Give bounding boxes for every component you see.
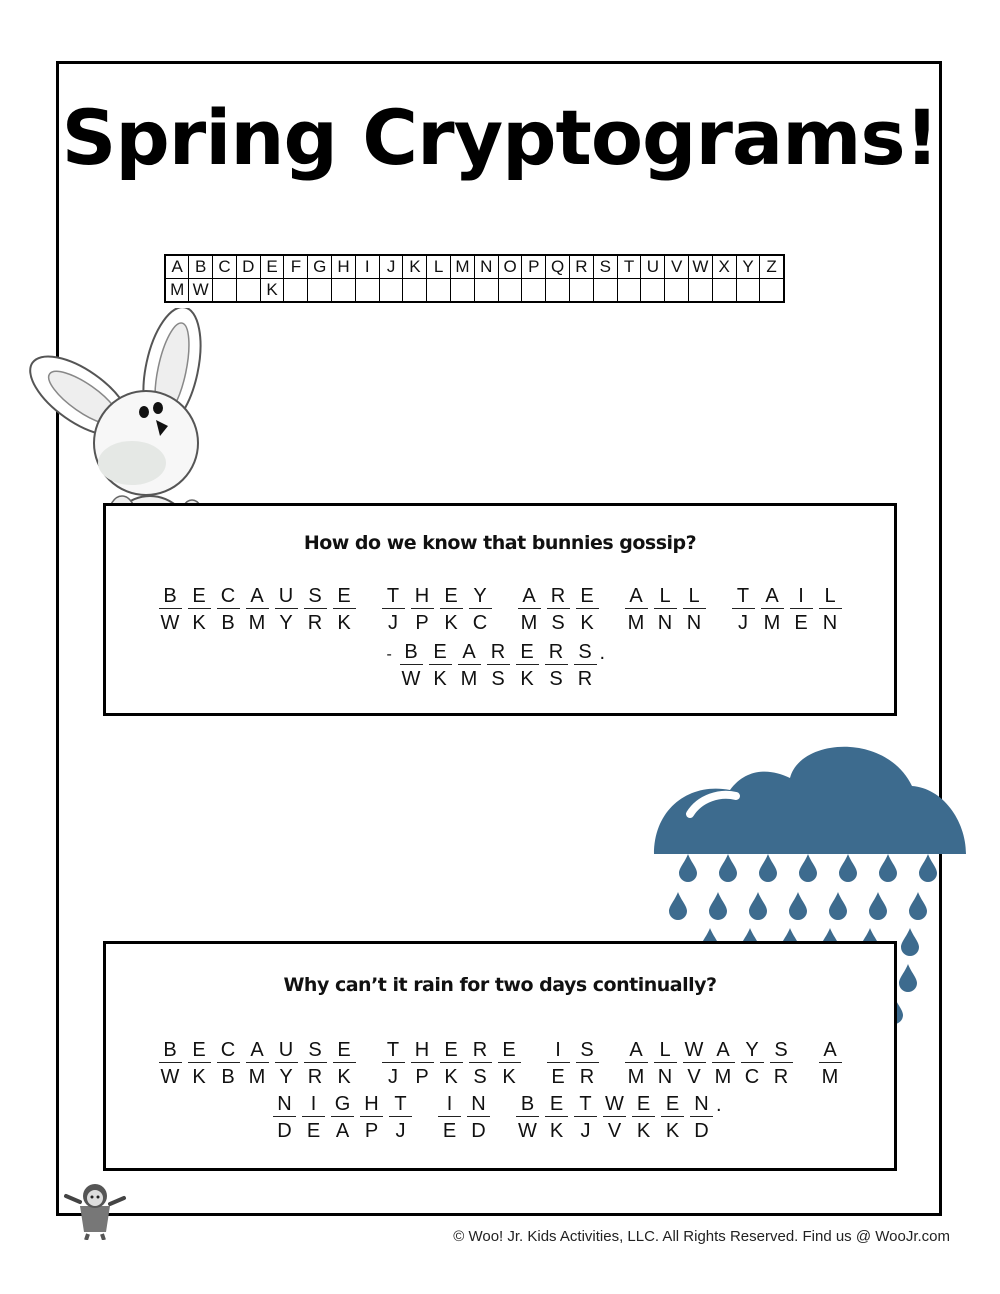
letter-cell (185, 1038, 214, 1089)
code-letter: R (307, 1066, 323, 1088)
code-letter: M (627, 612, 645, 634)
code-letter: R (577, 668, 593, 690)
raindrop-icon (829, 892, 847, 920)
code-letter: K (337, 1066, 351, 1088)
key-letter: D (236, 255, 260, 279)
answer-blank[interactable]: T (732, 584, 755, 609)
answer-blank[interactable]: B (159, 1038, 182, 1063)
answer-blank[interactable]: N (690, 1092, 713, 1117)
answer-blank[interactable]: G (331, 1092, 354, 1117)
letter-cell (330, 584, 359, 635)
code-letter: S (549, 668, 563, 690)
answer-blank[interactable]: C (217, 584, 240, 609)
answer-blank[interactable]: I (302, 1092, 325, 1117)
letter-cell (622, 1038, 651, 1089)
letter-cell (397, 640, 426, 691)
key-code[interactable] (403, 279, 427, 303)
answer-blank[interactable]: U (275, 1038, 298, 1063)
code-letter: M (763, 612, 781, 634)
letter-cell (544, 584, 573, 635)
raindrop-icon (759, 854, 777, 882)
code-letter: E (551, 1066, 565, 1088)
letter-cell (301, 1038, 330, 1089)
key-code[interactable] (498, 279, 522, 303)
code-letter: V (687, 1066, 701, 1088)
code-letter: K (636, 1120, 651, 1142)
puzzle-word (156, 584, 359, 635)
punctuation: . (716, 1094, 722, 1116)
puzzle-line (106, 1092, 894, 1143)
letter-cell (680, 584, 709, 635)
code-letter: K (433, 668, 447, 690)
answer-blank[interactable]: T (382, 1038, 405, 1063)
key-letter: I (355, 255, 379, 279)
key-letter: U (641, 255, 665, 279)
letter-cell (571, 640, 600, 691)
code-letter: W (401, 668, 421, 690)
letter-cell (466, 1038, 495, 1089)
raindrop-icon (669, 892, 687, 920)
puzzle-word (435, 1092, 493, 1143)
answer-blank[interactable]: W (683, 1038, 706, 1063)
key-letter: L (427, 255, 451, 279)
key-code[interactable] (593, 279, 617, 303)
code-letter: D (694, 1120, 709, 1142)
key-letter: R (570, 255, 594, 279)
answer-blank[interactable]: S (576, 1038, 599, 1063)
answer-blank[interactable]: S (574, 640, 597, 665)
answer-blank[interactable]: S (304, 1038, 327, 1063)
key-code[interactable] (355, 279, 379, 303)
letter-cell (544, 1038, 573, 1089)
code-letter: M (627, 1066, 645, 1088)
code-letter: K (444, 1066, 458, 1088)
answer-blank[interactable]: W (603, 1092, 626, 1117)
answer-blank[interactable]: A (819, 1038, 842, 1063)
letter-cell (680, 1038, 709, 1089)
key-code[interactable] (712, 279, 736, 303)
code-letter: K (549, 1120, 564, 1142)
raindrop-icon (839, 854, 857, 882)
letter-cell (270, 1092, 299, 1143)
answer-blank[interactable]: I (547, 1038, 570, 1063)
raindrop-icon (869, 892, 887, 920)
woojr-mascot-logo (62, 1176, 128, 1240)
answer-blank[interactable]: H (411, 1038, 434, 1063)
letter-cell (156, 584, 185, 635)
cipher-key-codes-row (165, 279, 784, 303)
key-code[interactable] (308, 279, 332, 303)
key-code[interactable] (284, 279, 308, 303)
code-letter: J (738, 612, 748, 634)
key-code[interactable]: W (189, 279, 213, 303)
answer-blank[interactable]: N (467, 1092, 490, 1117)
answer-blank[interactable]: E (188, 584, 211, 609)
answer-blank[interactable]: E (440, 584, 463, 609)
answer-blank[interactable]: A (761, 584, 784, 609)
raindrop-icon (919, 854, 937, 882)
puzzle-word (816, 1038, 845, 1089)
answer-blank[interactable]: E (576, 584, 599, 609)
letter-cell (386, 1092, 415, 1143)
key-code[interactable] (617, 279, 641, 303)
code-letter: M (460, 668, 478, 690)
key-letter: Q (546, 255, 570, 279)
key-letter: B (189, 255, 213, 279)
answer-blank[interactable]: Y (469, 584, 492, 609)
letter-cell (513, 1092, 542, 1143)
puzzle-box-2 (103, 941, 897, 1171)
code-letter: P (415, 1066, 429, 1088)
raindrop-icon (789, 892, 807, 920)
key-code[interactable] (451, 279, 475, 303)
raindrop-icon (879, 854, 897, 882)
puzzle-word (387, 640, 614, 691)
letter-cell (758, 584, 787, 635)
code-letter: R (307, 612, 323, 634)
key-letter: V (665, 255, 689, 279)
letter-cell (272, 1038, 301, 1089)
answer-blank[interactable]: R (545, 640, 568, 665)
key-letter: Y (736, 255, 760, 279)
letter-cell (437, 1038, 466, 1089)
puzzle-word (270, 1092, 415, 1143)
code-letter: M (248, 1066, 266, 1088)
code-letter: N (686, 612, 702, 634)
punctuation: . (599, 642, 606, 664)
key-letter: G (308, 255, 332, 279)
puzzle-line (106, 1038, 894, 1089)
letter-cell (515, 584, 544, 635)
key-letter: T (617, 255, 641, 279)
answer-blank[interactable]: R (547, 584, 570, 609)
answer-blank[interactable]: E (516, 640, 539, 665)
code-letter: N (657, 612, 673, 634)
code-letter: P (364, 1120, 379, 1142)
letter-cell (379, 584, 408, 635)
answer-blank[interactable]: E (545, 1092, 568, 1117)
answer-blank[interactable]: A (518, 584, 541, 609)
letter-cell (272, 584, 301, 635)
code-letter: K (580, 612, 594, 634)
code-letter: K (665, 1120, 680, 1142)
letter-cell (573, 584, 602, 635)
key-code[interactable] (641, 279, 665, 303)
answer-blank[interactable]: A (712, 1038, 735, 1063)
letter-cell (301, 584, 330, 635)
cipher-key-table (164, 254, 785, 303)
code-letter: B (221, 1066, 235, 1088)
letter-cell (243, 584, 272, 635)
letter-cell (622, 584, 651, 635)
answer-blank[interactable]: E (429, 640, 452, 665)
letter-cell (729, 584, 758, 635)
letter-cell (379, 1038, 408, 1089)
code-letter: D (277, 1120, 292, 1142)
letter-cell (651, 1038, 680, 1089)
key-letter: X (712, 255, 736, 279)
raindrop-icon (749, 892, 767, 920)
answer-blank[interactable]: E (661, 1092, 684, 1117)
code-letter: E (442, 1120, 457, 1142)
key-code[interactable] (736, 279, 760, 303)
answer-blank[interactable]: E (333, 1038, 356, 1063)
code-letter: M (821, 1066, 839, 1088)
letter-cell (709, 1038, 738, 1089)
letter-cell (687, 1092, 716, 1143)
letter-cell (214, 584, 243, 635)
code-letter: W (518, 1120, 537, 1142)
answer-blank[interactable]: I (790, 584, 813, 609)
code-letter: Y (279, 612, 293, 634)
letter-cell (600, 1092, 629, 1143)
code-letter: N (822, 612, 838, 634)
key-code[interactable]: K (260, 279, 284, 303)
code-letter: E (306, 1120, 321, 1142)
code-letter: S (491, 668, 505, 690)
letter-cell (513, 640, 542, 691)
answer-blank[interactable]: E (188, 1038, 211, 1063)
code-letter: K (192, 1066, 206, 1088)
letter-cell (629, 1092, 658, 1143)
letter-cell (651, 584, 680, 635)
key-code[interactable] (689, 279, 713, 303)
letter-cell (573, 1038, 602, 1089)
code-letter: K (502, 1066, 516, 1088)
code-letter: N (657, 1066, 673, 1088)
letter-cell (185, 584, 214, 635)
key-code[interactable]: M (170, 280, 185, 299)
answer-blank[interactable]: R (487, 640, 510, 665)
key-letter: K (403, 255, 427, 279)
code-letter: B (221, 612, 235, 634)
letter-cell (455, 640, 484, 691)
code-letter: V (607, 1120, 622, 1142)
key-code[interactable] (332, 279, 356, 303)
code-letter: M (248, 612, 266, 634)
answer-blank[interactable]: L (819, 584, 842, 609)
answer-blank[interactable]: L (654, 1038, 677, 1063)
answer-blank[interactable]: S (770, 1038, 793, 1063)
answer-blank[interactable]: A (246, 584, 269, 609)
copyright-footer: © Woo! Jr. Kids Activities, LLC. All Rights Reserved. Find us @ WooJr.com (453, 1228, 950, 1245)
key-code[interactable] (213, 279, 237, 303)
answer-blank[interactable]: E (333, 584, 356, 609)
code-letter: K (337, 612, 351, 634)
puzzle-word (544, 1038, 602, 1089)
puzzle-question: How do we know that bunnies gossip? (303, 532, 697, 554)
answer-blank[interactable]: H (360, 1092, 383, 1117)
code-letter: J (580, 1120, 591, 1142)
key-letter: A (165, 255, 189, 279)
letter-cell (787, 584, 816, 635)
puzzle-line (106, 584, 894, 635)
answer-blank[interactable]: U (275, 584, 298, 609)
key-code[interactable] (760, 279, 784, 303)
page-title: Spring Cryptograms! (61, 93, 939, 182)
raindrop-icon (709, 892, 727, 920)
code-letter: P (415, 612, 429, 634)
code-letter: D (471, 1120, 486, 1142)
puzzle-word (729, 584, 845, 635)
key-letter: E (260, 255, 284, 279)
letter-cell (738, 1038, 767, 1089)
answer-blank[interactable]: N (273, 1092, 296, 1117)
letter-cell (408, 584, 437, 635)
letter-cell (542, 1092, 571, 1143)
code-letter: J (388, 1066, 398, 1088)
key-code[interactable] (236, 279, 260, 303)
answer-blank[interactable]: B (159, 584, 182, 609)
code-letter: W (160, 612, 180, 634)
puzzle-word (379, 1038, 524, 1089)
raindrop-icon (719, 854, 737, 882)
letter-cell (464, 1092, 493, 1143)
letter-cell (484, 640, 513, 691)
letter-cell (571, 1092, 600, 1143)
key-code[interactable] (474, 279, 498, 303)
answer-blank[interactable]: S (304, 584, 327, 609)
letter-cell (357, 1092, 386, 1143)
code-letter: C (744, 1066, 760, 1088)
key-letter: S (593, 255, 617, 279)
code-letter: E (794, 612, 808, 634)
key-letter: N (474, 255, 498, 279)
key-letter: Z (760, 255, 784, 279)
answer-blank[interactable]: Y (741, 1038, 764, 1063)
letter-cell (542, 640, 571, 691)
answer-blank[interactable]: A (625, 1038, 648, 1063)
puzzle-word (515, 584, 602, 635)
key-code[interactable] (570, 279, 594, 303)
answer-blank[interactable]: C (217, 1038, 240, 1063)
key-code[interactable] (522, 279, 546, 303)
code-letter: R (579, 1066, 595, 1088)
answer-blank[interactable]: E (498, 1038, 521, 1063)
letter-cell (767, 1038, 796, 1089)
answer-blank[interactable]: A (458, 640, 481, 665)
puzzle-word (622, 584, 709, 635)
letter-cell (426, 640, 455, 691)
code-letter: Y (279, 1066, 293, 1088)
code-letter: C (472, 612, 488, 634)
code-letter: M (520, 612, 538, 634)
code-letter: R (773, 1066, 789, 1088)
letter-cell (466, 584, 495, 635)
code-letter: S (473, 1066, 487, 1088)
raindrop-icon (799, 854, 817, 882)
code-letter: K (192, 612, 206, 634)
answer-blank[interactable]: R (469, 1038, 492, 1063)
letter-cell (816, 1038, 845, 1089)
answer-blank[interactable]: T (382, 584, 405, 609)
raindrop-icon (679, 854, 697, 882)
key-letter: W (689, 255, 713, 279)
puzzle-word (622, 1038, 796, 1089)
answer-blank[interactable]: E (632, 1092, 655, 1117)
letter-cell (330, 1038, 359, 1089)
code-letter: K (520, 668, 534, 690)
raindrop-icon (899, 964, 917, 992)
key-letter: H (332, 255, 356, 279)
letter-cell (437, 584, 466, 635)
answer-blank[interactable]: T (574, 1092, 597, 1117)
key-letter: F (284, 255, 308, 279)
key-letter: M (451, 255, 475, 279)
puzzle-word (513, 1092, 730, 1143)
code-letter: W (160, 1066, 180, 1088)
raindrop-icon (901, 928, 919, 956)
code-letter: M (714, 1066, 732, 1088)
key-code[interactable] (379, 279, 403, 303)
letter-cell (299, 1092, 328, 1143)
letter-cell (408, 1038, 437, 1089)
cipher-key-letters-row (165, 255, 784, 279)
key-letter: P (522, 255, 546, 279)
letter-cell (495, 1038, 524, 1089)
answer-blank[interactable]: L (654, 584, 677, 609)
answer-blank[interactable]: I (438, 1092, 461, 1117)
code-letter: J (388, 612, 398, 634)
answer-blank[interactable]: H (411, 584, 434, 609)
letter-cell (214, 1038, 243, 1089)
answer-blank[interactable]: A (625, 584, 648, 609)
key-letter: C (213, 255, 237, 279)
answer-blank[interactable]: E (440, 1038, 463, 1063)
key-code[interactable] (665, 279, 689, 303)
code-letter: K (444, 612, 458, 634)
hyphen: - (386, 646, 392, 663)
letter-cell (435, 1092, 464, 1143)
key-code[interactable] (427, 279, 451, 303)
key-letter: O (498, 255, 522, 279)
puzzle-box-1 (103, 503, 897, 716)
raindrop-icon (909, 892, 927, 920)
letter-cell (243, 1038, 272, 1089)
answer-blank[interactable]: T (389, 1092, 412, 1117)
code-letter: S (551, 612, 565, 634)
letter-cell (658, 1092, 687, 1143)
letter-cell (156, 1038, 185, 1089)
puzzle-word (156, 1038, 359, 1089)
answer-blank[interactable]: A (246, 1038, 269, 1063)
answer-blank[interactable]: B (400, 640, 423, 665)
answer-blank[interactable]: B (516, 1092, 539, 1117)
puzzle-word (379, 584, 495, 635)
code-letter: A (335, 1120, 350, 1142)
code-letter: J (395, 1120, 406, 1142)
key-letter: J (379, 255, 403, 279)
puzzle-question: Why can’t it rain for two days continually? (283, 974, 717, 996)
puzzle-line (106, 640, 894, 691)
answer-blank[interactable]: L (683, 584, 706, 609)
letter-cell (816, 584, 845, 635)
letter-cell (328, 1092, 357, 1143)
key-code[interactable] (546, 279, 570, 303)
